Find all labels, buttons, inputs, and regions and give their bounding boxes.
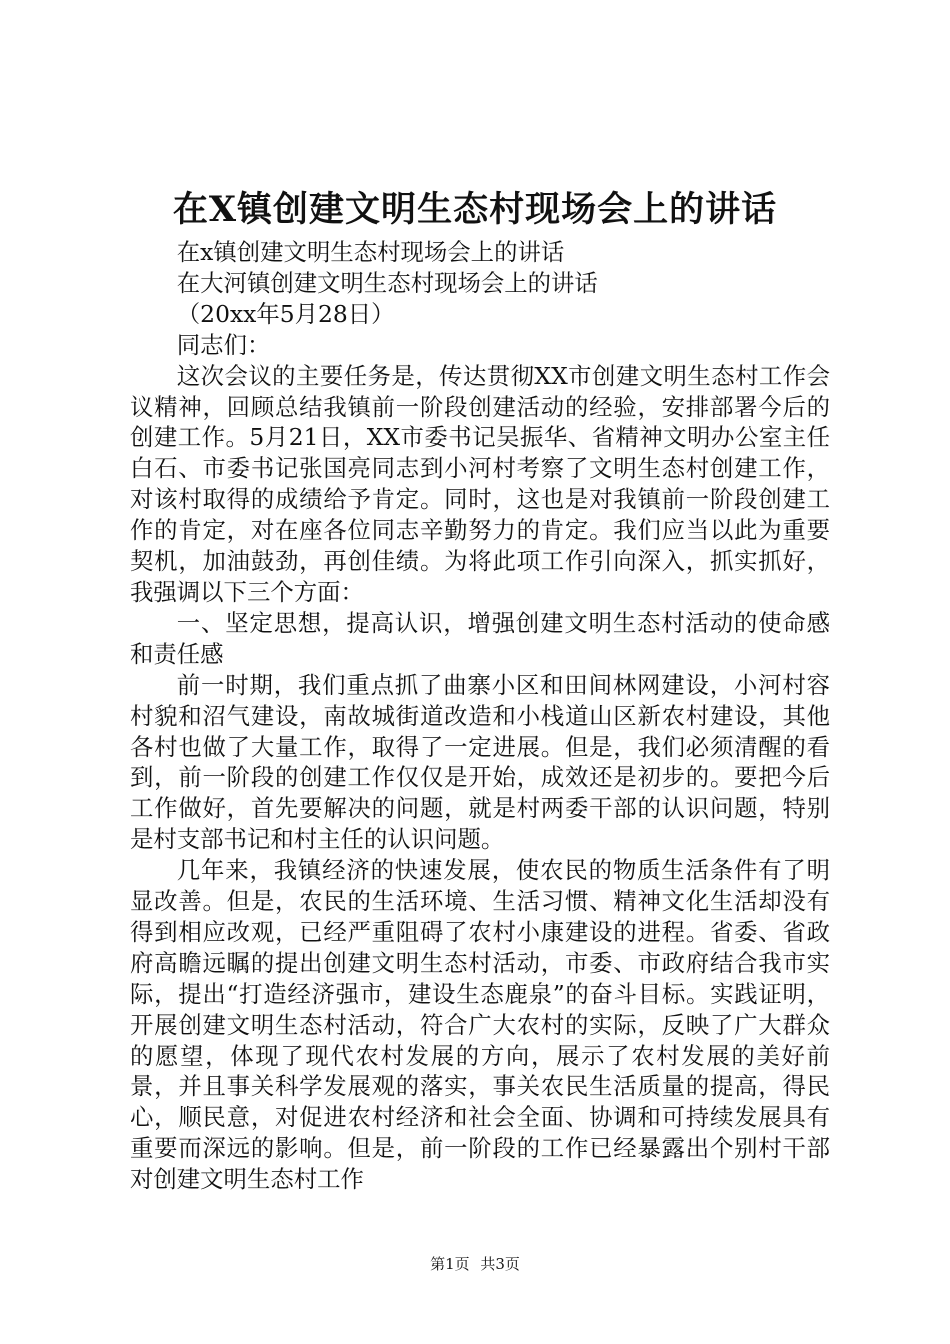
section-heading: 一、坚定思想，提高认识，增强创建文明生态村活动的使命感和责任感: [130, 608, 830, 668]
salutation: 同志们：: [176, 330, 271, 359]
document-title: 在X镇创建文明生态村现场会上的讲话: [172, 189, 778, 230]
body-paragraph: 这次会议的主要任务是，传达贯彻XX市创建文明生态村工作会议精神，回顾总结我镇前一阶段创建活动的经验，安排部署今后的创建工作。5月21日，XX市委书记吴振华、省精神文明办公室主任白石、市委书记张国亮同志到小河村考察了文明生态村创建工作，对该村取得的成绩给予肯定。同时，这也是对我镇前一阶段创建工作的肯定，对在座各位同志辛勤努力的肯定。我们应当以此为重要契机，加油鼓劲，再创佳绩。为将此项工作引向深入，抓实抓好，我强调以下三个方面：: [130, 361, 830, 606]
page-footer: [0, 1254, 950, 1274]
page-total: 共3页: [480, 1255, 520, 1273]
date-line: （20xx年5月28日）: [176, 299, 395, 328]
body-paragraph: 几年来，我镇经济的快速发展，使农民的物质生活条件有了明显改善。但是，农民的生活环境、生活习惯、精神文化生活却没有得到相应改观，已经严重阻碍了农村小康建设的进程。省委、省政府高瞻远瞩的提出创建文明生态村活动，市委、市政府结合我市实际，提出“打造经济强市，建设生态鹿泉”的奋斗目标。实践证明，开展创建文明生态村活动，符合广大农村的实际，反映了广大群众的愿望，体现了现代农村发展的方向，展示了农村发展的美好前景，并且事关科学发展观的落实，事关农民生活质量的提高，得民心，顺民意，对促进农村经济和社会全面、协调和可持续发展具有重要而深远的影响。但是，前一阶段的工作已经暴露出个别村干部对创建文明生态村工作: [130, 856, 830, 1194]
subtitle-line: 在大河镇创建文明生态村现场会上的讲话: [176, 268, 598, 297]
page-number: 第1页: [430, 1255, 470, 1273]
subtitle-line: 在x镇创建文明生态村现场会上的讲话: [176, 238, 565, 266]
document-body: [130, 237, 830, 1195]
body-paragraph: 前一时期，我们重点抓了曲寨小区和田间林网建设，小河村容村貌和沼气建设，南故城街道改造和小栈道山区新农村建设，其他各村也做了大量工作，取得了一定进展。但是，我们必须清醒的看到，前一阶段的创建工作仅仅是开始，成效还是初步的。要把今后工作做好，首先要解决的问题，就是村两委干部的认识问题，特别是村支部书记和村主任的认识问题。: [130, 670, 830, 854]
